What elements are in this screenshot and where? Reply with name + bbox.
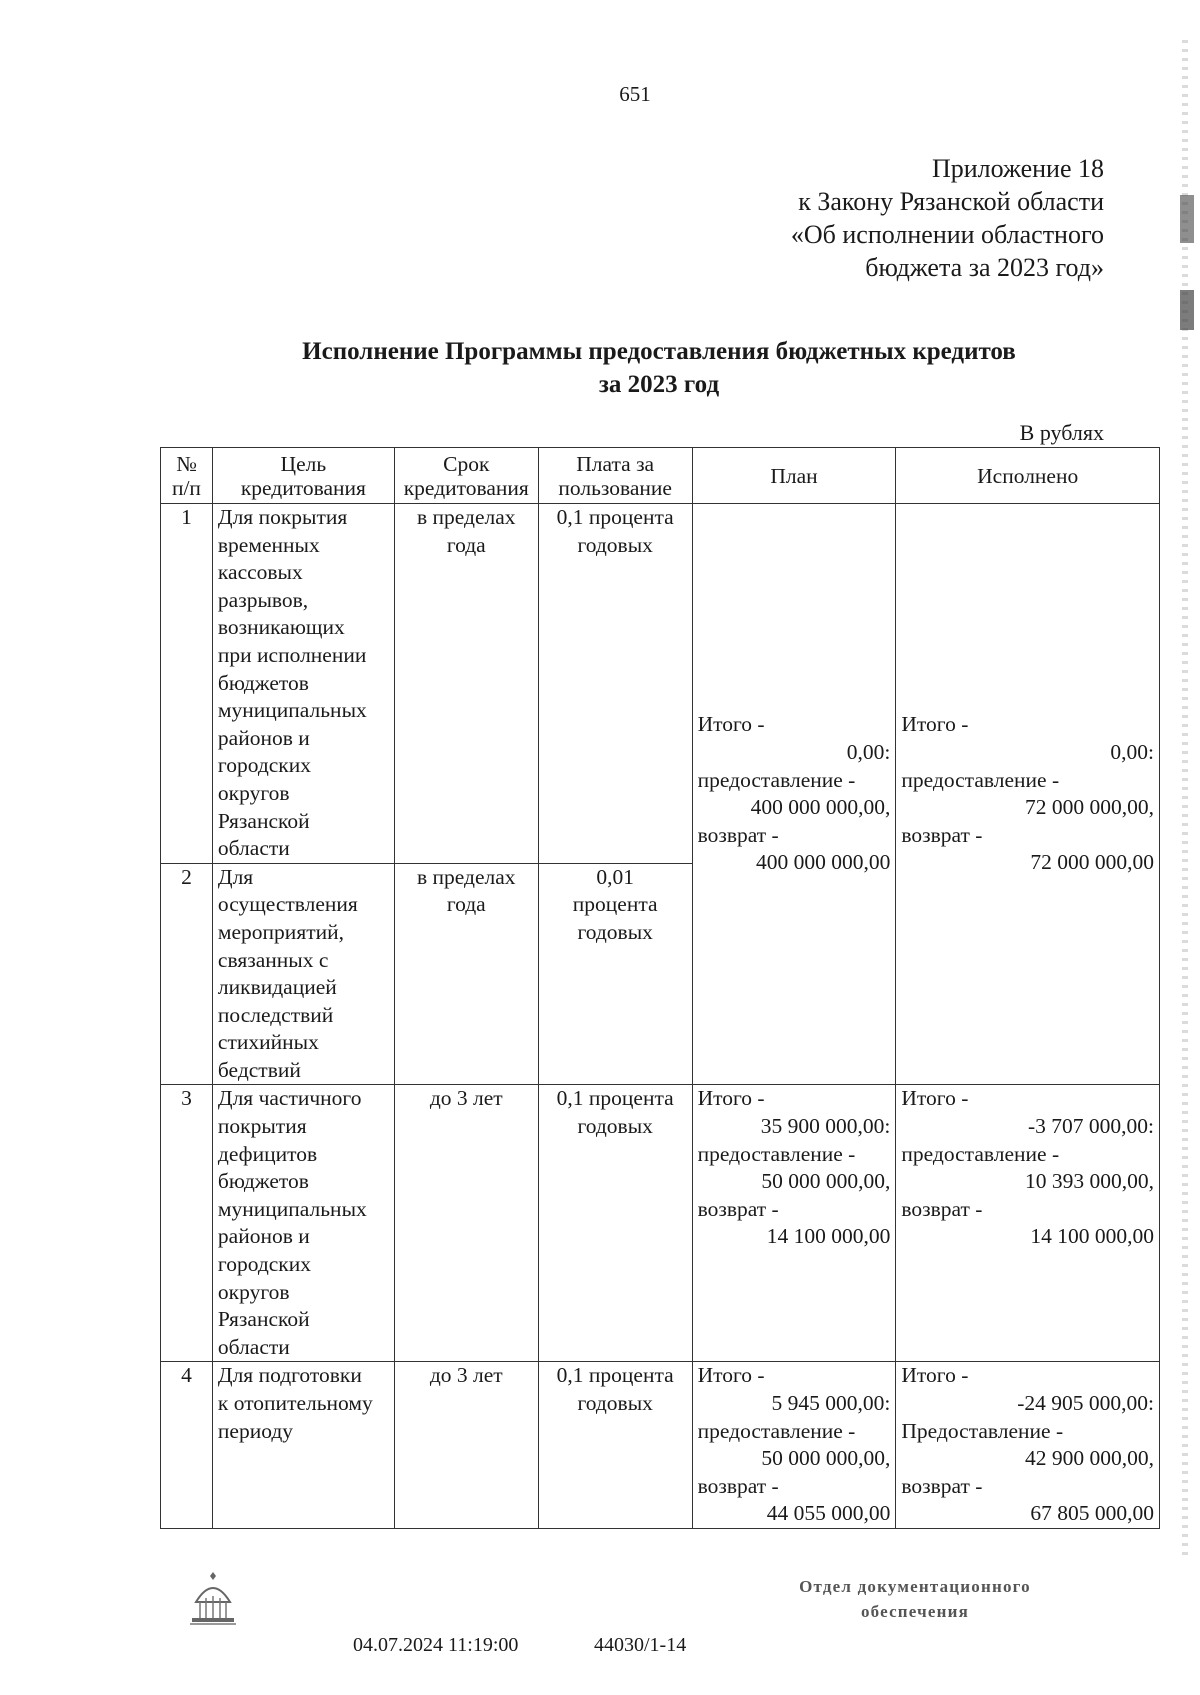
appendix-line: к Закону Рязанской области: [798, 187, 1104, 216]
footer-doc-number: 44030/1-14: [594, 1634, 687, 1656]
row-fee: 0,1 процента годовых: [538, 1362, 692, 1529]
row-plan: Итого - 35 900 000,00: предоставление - 50 000 000,00, возврат - 14 100 000,00: [692, 1085, 896, 1362]
row-fee: 0,1 процента годовых: [538, 504, 692, 864]
merged-executed-cell: Итого - 0,00: предоставление - 72 000 000,00, возврат - 72 000 000,00: [896, 504, 1160, 1085]
header-executed: Исполнено: [896, 448, 1160, 504]
header-number: № п/п: [161, 448, 213, 504]
duma-logo-icon: [186, 1568, 240, 1630]
row-number: 1: [161, 504, 213, 864]
department-stamp: Отдел документационного обеспечения: [799, 1577, 1031, 1621]
table-row: [161, 1362, 1160, 1529]
page-number: 651: [619, 82, 651, 106]
row-number: 4: [161, 1362, 213, 1529]
appendix-line: Приложение 18: [931, 154, 1104, 183]
credit-table: [160, 447, 1160, 1529]
row-purpose: Для подготовки к отопительному периоду: [212, 1362, 394, 1529]
scan-edge-noise: [1182, 40, 1188, 1560]
table-row: [161, 504, 1160, 864]
units-label: В рублях: [1019, 420, 1104, 445]
header-term: Срок кредитования: [394, 448, 538, 504]
header-plan: План: [692, 448, 896, 504]
scan-edge-mark: [1180, 195, 1194, 243]
row-executed: Итого - -24 905 000,00: Предоставление - 42 900 000,00, возврат - 67 805 000,00: [896, 1362, 1160, 1529]
row-number: 2: [161, 863, 213, 1085]
document-title: [156, 335, 1162, 401]
merged-plan-cell: Итого - 0,00: предоставление - 400 000 000,00, возврат - 400 000 000,00: [692, 504, 896, 1085]
row-fee: 0,1 процента годовых: [538, 1085, 692, 1362]
title-line: за 2023 год: [598, 371, 720, 398]
appendix-line: «Об исполнении областного: [790, 220, 1104, 249]
appendix-line: бюджета за 2023 год»: [865, 253, 1104, 282]
row-term: в пределах года: [394, 863, 538, 1085]
row-fee: 0,01 процента годовых: [538, 863, 692, 1085]
table-row: [161, 1085, 1160, 1362]
row-purpose: Для частичного покрытия дефицитов бюджетов муниципальных районов и городских округов Рязанской области: [212, 1085, 394, 1362]
table-header-row: [161, 448, 1160, 504]
header-purpose: Цель кредитования: [212, 448, 394, 504]
scan-edge-mark: [1180, 290, 1194, 330]
appendix-header: [791, 152, 1104, 284]
row-purpose: Для покрытия временных кассовых разрывов, возникающих при исполнении бюджетов муниципальных районов и городских округов Рязанской области: [212, 504, 394, 864]
title-line: Исполнение Программы предоставления бюджетных кредитов: [302, 338, 1016, 365]
row-term: до 3 лет: [394, 1085, 538, 1362]
row-executed: Итого - -3 707 000,00: предоставление - 10 393 000,00, возврат - 14 100 000,00: [896, 1085, 1160, 1362]
row-plan: Итого - 5 945 000,00: предоставление - 50 000 000,00, возврат - 44 055 000,00: [692, 1362, 896, 1529]
row-purpose: Для осуществления мероприятий, связанных с ликвидацией последствий стихийных бедствий: [212, 863, 394, 1085]
header-fee: Плата за пользование: [538, 448, 692, 504]
row-term: в пределах года: [394, 504, 538, 864]
row-term: до 3 лет: [394, 1362, 538, 1529]
footer-datetime: 04.07.2024 11:19:00: [353, 1634, 519, 1656]
row-number: 3: [161, 1085, 213, 1362]
